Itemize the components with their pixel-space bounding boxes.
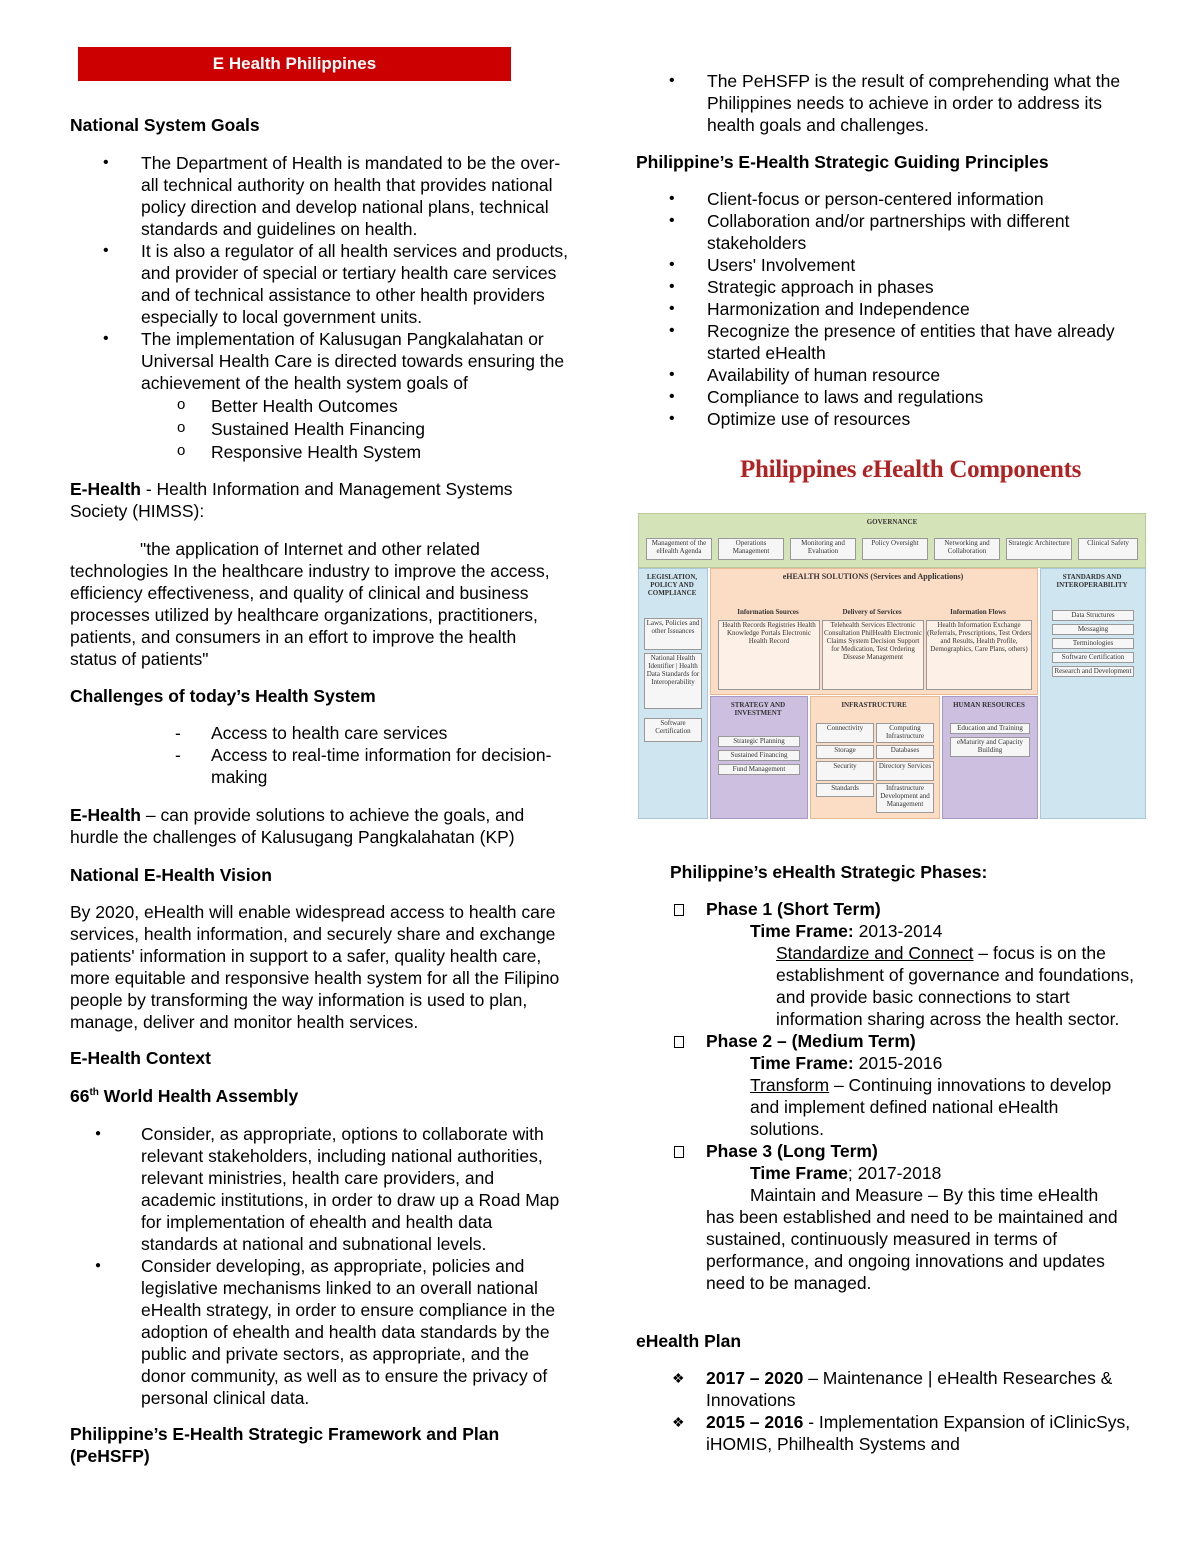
phase-desc: has been established and need to be maintained and sustained, continuously measured in terms of performance, and ongoing innovations and updates need to be managed. — [706, 1207, 1118, 1293]
phase-name: Phase 3 (Long Term) — [706, 1141, 878, 1161]
plan-years: 2015 – 2016 — [706, 1412, 804, 1432]
solutions-label: eHEALTH SOLUTIONS (Services and Applications) — [782, 572, 964, 581]
timeframe-label: Time Frame — [750, 1163, 848, 1183]
timeframe-value: ; 2017-2018 — [847, 1163, 942, 1183]
phase-item — [636, 898, 1136, 1030]
figure-title-b: Health Components — [872, 456, 1082, 483]
phase-desc: Maintain and Measure – By this time eHealth — [750, 1185, 1099, 1205]
phase-name: Phase 1 (Short Term) — [706, 899, 881, 919]
list-item: • Client-focus or person-centered information — [636, 188, 1136, 210]
list-item: - Access to health care services — [70, 722, 560, 744]
gov-item: Monitoring and Evaluation — [790, 538, 856, 560]
plan-heading: eHealth Plan — [636, 1331, 742, 1351]
std-item: Data Structures — [1052, 610, 1134, 621]
phase-focus: Standardize and Connect — [776, 943, 974, 963]
challenges-list — [70, 722, 560, 788]
vision-text: By 2020, eHealth will enable widespread access to health care services, health information, and securely share and exchange patients' information in support to a safer, quality health care, more equitable and responsive health system for all the Filipino people by transforming the way information is used to plan, manage, deliver and monitor health services. — [70, 902, 560, 1032]
standards-column — [1040, 568, 1146, 819]
sol-col-body: Health Records Registries Health Knowledge Portals Electronic Health Record — [718, 620, 820, 690]
infra-item: Infrastructure Development and Management — [876, 783, 934, 813]
list-item: ● Consider, as appropriate, options to collaborate with relevant stakeholders, including national authorities, relevant ministries, health care providers, and academic institutions, in order to draw up a Road Map for implementation of ehealth and health data standards at national and subnational levels. — [70, 1123, 570, 1255]
ehealth-components-diagram — [638, 513, 1146, 819]
leg-item: Software Certification — [644, 718, 702, 742]
gov-item: Strategic Architecture — [1006, 538, 1072, 560]
list-item: • Availability of human resource — [636, 364, 1136, 386]
list-item: • Users' Involvement — [636, 254, 1136, 276]
leg-item: Laws, Policies and other Issuances — [644, 618, 702, 650]
ehealth-solution-text: – can provide solutions to achieve the goals, and hurdle the challenges of Kalusugang Pangkalahatan (KP) — [70, 805, 525, 847]
list-item: • It is also a regulator of all health services and products, and provider of special or tertiary health care services and of technical assistance to other health providers especially to local government units. — [70, 240, 570, 328]
std-item: Software Certification — [1052, 652, 1134, 663]
std-item: Research and Development — [1052, 666, 1134, 677]
infra-item: Standards — [816, 783, 874, 797]
ehealth-term: E-Health — [70, 805, 141, 825]
phase-item — [636, 1140, 1136, 1294]
strat-item: Sustained Financing — [718, 750, 800, 761]
phase-desc: – Continuing innovations to develop and implement defined national eHealth solutions. — [750, 1075, 1112, 1139]
vision-heading: National E-Health Vision — [70, 865, 272, 885]
framework-heading: Philippine’s E-Health Strategic Framework and Plan (PeHSFP) — [70, 1424, 500, 1466]
infra-item: Databases — [876, 745, 934, 759]
infra-item: Connectivity — [816, 723, 874, 743]
figure-title-e: e — [862, 456, 873, 483]
hr-item: eMaturity and Capacity Building — [950, 737, 1030, 757]
list-item — [636, 1411, 1136, 1455]
list-item: • The implementation of Kalusugan Pangkalahatan or Universal Health Care is directed towards ensuring the achievement of the health system goals of — [70, 328, 570, 394]
page-banner: E Health Philippines — [78, 47, 511, 81]
phase-desc: – focus is on the establishment of governance and foundations, and provide basic connections to start information sharing across the health sector. — [776, 943, 1135, 1029]
plan-text: – Maintenance | eHealth Researches & Innovations — [706, 1368, 1113, 1410]
context-heading: E-Health Context — [70, 1048, 211, 1068]
infra-item: Storage — [816, 745, 874, 759]
ehealth-term: E-Health — [70, 479, 141, 499]
list-item: • Compliance to laws and regulations — [636, 386, 1136, 408]
list-item: • The PeHSFP is the result of comprehending what the Philippines needs to achieve in order to address its health goals and challenges. — [636, 70, 1136, 136]
list-item: • Collaboration and/or partnerships with different stakeholders — [636, 210, 1136, 254]
list-item: • Harmonization and Independence — [636, 298, 1136, 320]
timeframe-value: 2013-2014 — [853, 921, 943, 941]
pehsfp-list — [636, 70, 1136, 136]
sol-col-header: Delivery of Services — [842, 608, 902, 616]
plan-years: 2017 – 2020 — [706, 1368, 804, 1388]
wha-suffix: th — [89, 1087, 99, 1099]
timeframe-label: Time Frame: — [750, 921, 854, 941]
list-item: • Optimize use of resources — [636, 408, 1136, 430]
sol-col-body: Telehealth Services Electronic Consultation PhilHealth Electronic Claims System Decision Support for Medication, Test Ordering Disease Management — [822, 620, 924, 690]
phase-name: Phase 2 – (Medium Term) — [706, 1031, 916, 1051]
hr-block — [942, 696, 1038, 819]
wha-list — [70, 1123, 570, 1409]
gov-item: Clinical Safety — [1078, 538, 1138, 560]
phase-item — [636, 1030, 1136, 1140]
leg-item: National Health Identifier | Health Data Standards for Interoperability — [644, 653, 702, 709]
ehealth-definition — [70, 478, 540, 522]
timeframe-label: Time Frame: — [750, 1053, 854, 1073]
sol-col-body: Health Information Exchange (Referrals, Prescriptions, Test Orders and Results, Health Profile, Demographics, Care Plans, others) — [926, 620, 1032, 690]
list-subitem: o Better Health Outcomes — [70, 395, 570, 417]
hr-item: Education and Training — [950, 723, 1030, 734]
sol-col-header: Information Sources — [737, 608, 799, 616]
national-goals-heading: National System Goals — [70, 115, 260, 135]
plan-text: - Implementation Expansion of iClinicSys, iHOMIS, Philhealth Systems and — [706, 1412, 1131, 1454]
wha-heading — [70, 1085, 298, 1107]
strat-item: Fund Management — [718, 764, 800, 775]
challenges-heading: Challenges of today’s Health System — [70, 686, 376, 706]
sol-col-header: Information Flows — [950, 608, 1006, 616]
ehealth-def-text: - Health Information and Management Systems Society (HIMSS): — [70, 479, 513, 521]
list-item: - Access to real-time information for decision-making — [70, 744, 560, 788]
national-goals-list — [70, 152, 570, 463]
list-item: ● Consider developing, as appropriate, policies and legislative mechanisms linked to an overall national eHealth strategy, in order to ensure compliance in the adoption of ehealth and health data standards by the public and private sectors, as appropriate, and the donor community, as well as to ensure the privacy of personal clinical data. — [70, 1255, 570, 1409]
wha-title: World Health Assembly — [98, 1086, 299, 1106]
infra-item: Computing Infrastructure — [876, 723, 934, 743]
std-item: Terminologies — [1052, 638, 1134, 649]
gov-item: Operations Management — [718, 538, 784, 560]
list-item — [636, 1367, 1136, 1411]
himss-quote: "the application of Internet and other related technologies In the healthcare industry to improve the access, efficiency effectiveness, and quality of clinical and business processes utilized by healthcare organizations, practitioners, patients, and consumers in an effort to improve the health status of patients" — [70, 539, 550, 669]
legislation-label: LEGISLATION, POLICY AND COMPLIANCE — [646, 573, 698, 597]
phases-list — [636, 898, 1136, 1294]
infra-item: Directory Services — [876, 761, 934, 781]
strat-item: Strategic Planning — [718, 736, 800, 747]
phases-heading: Philippine’s eHealth Strategic Phases: — [670, 862, 988, 882]
principles-heading: Philippine’s E-Health Strategic Guiding Principles — [636, 152, 1049, 172]
principles-list — [636, 188, 1136, 430]
figure-title-a: Philippines — [740, 456, 863, 483]
strategy-label: STRATEGY AND INVESTMENT — [730, 701, 786, 717]
gov-item: Policy Oversight — [862, 538, 928, 560]
list-item: • Strategic approach in phases — [636, 276, 1136, 298]
list-subitem: o Responsive Health System — [70, 441, 570, 463]
hr-label: HUMAN RESOURCES — [953, 701, 1025, 709]
wha-number: 66 — [70, 1086, 90, 1106]
gov-item: Networking and Collaboration — [934, 538, 1000, 560]
gov-item: Management of the eHealth Agenda — [646, 538, 712, 560]
infrastructure-label: INFRASTRUCTURE — [841, 701, 907, 709]
phase-focus: Transform — [750, 1075, 830, 1095]
governance-label: GOVERNANCE — [866, 518, 918, 526]
standards-label: STANDARDS AND INTEROPERABILITY — [1056, 573, 1128, 589]
list-item: • The Department of Health is mandated to be the over-all technical authority on health that provides national policy direction and develop national plans, technical standards and guidelines on health. — [70, 152, 570, 240]
plan-list — [636, 1367, 1136, 1455]
ehealth-solution — [70, 804, 550, 848]
list-item: • Recognize the presence of entities that have already started eHealth — [636, 320, 1136, 364]
infra-item: Security — [816, 761, 874, 781]
std-item: Messaging — [1052, 624, 1134, 635]
figure-title — [740, 456, 1082, 483]
list-subitem: o Sustained Health Financing — [70, 418, 570, 440]
timeframe-value: 2015-2016 — [853, 1053, 943, 1073]
